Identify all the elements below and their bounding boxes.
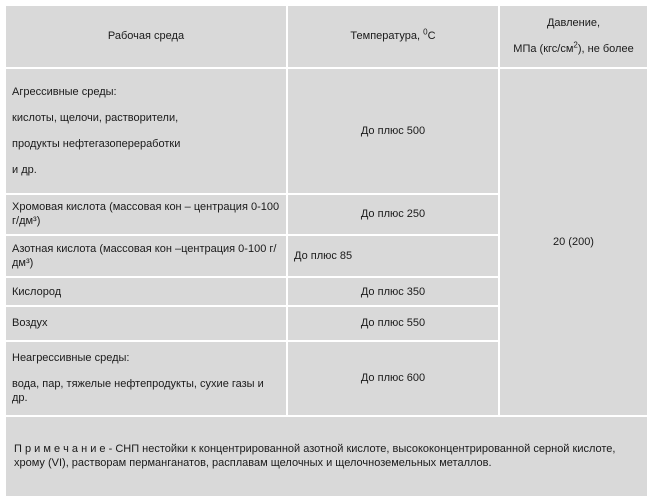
row-temperature: До плюс 600 xyxy=(360,372,426,385)
row-temperature-cell xyxy=(288,278,498,305)
row-medium-cell xyxy=(6,342,286,415)
row-medium-cell xyxy=(6,278,286,305)
row-medium-line: и др. xyxy=(12,163,37,176)
row-medium-cell xyxy=(6,69,286,193)
row-medium-line: Агрессивные среды: xyxy=(12,85,117,98)
row-temperature-cell xyxy=(288,69,498,193)
header-row xyxy=(6,6,647,67)
pressure-cell xyxy=(500,69,647,415)
header-pressure-line1: Давление, xyxy=(546,17,601,30)
row-medium-text: Воздух xyxy=(12,317,48,330)
row-medium-cell xyxy=(6,236,286,276)
note-cell xyxy=(6,417,647,496)
table-row xyxy=(6,69,647,193)
header-temperature xyxy=(288,6,498,67)
row-temperature-cell xyxy=(288,236,498,276)
row-medium-cell xyxy=(6,307,286,339)
row-medium-line: кислоты, щелочи, растворители, xyxy=(12,111,179,124)
row-temperature-cell xyxy=(288,195,498,235)
row-temperature-cell xyxy=(288,307,498,339)
note-text: П р и м е ч а н и е - СНП нестойки к концентрированной азотной кислоте, высококонцентрированной серной кислоте, хрому (VI), растворам перманганатов, расплавам щелочных и щелочноземельных металлов. xyxy=(14,443,616,470)
row-temperature: До плюс 500 xyxy=(360,124,426,137)
row-medium-line: продукты нефтегазопереработки xyxy=(12,137,181,150)
header-medium xyxy=(6,6,286,67)
row-medium-line: вода, пар, тяжелые нефтепродукты, сухие газы и др. xyxy=(12,378,264,405)
row-temperature: До плюс 550 xyxy=(360,317,426,330)
header-temperature-text: Температура, xyxy=(350,30,424,43)
row-medium-cell xyxy=(6,195,286,235)
pressure-value: 20 (200) xyxy=(553,235,594,248)
row-medium-line: Неагрессивные среды: xyxy=(12,352,130,365)
header-temperature-unit: С xyxy=(427,30,436,43)
header-pressure-line2b: ), не более xyxy=(577,43,634,56)
header-medium-text: Рабочая среда xyxy=(107,30,185,43)
row-temperature-cell xyxy=(288,342,498,415)
row-medium-text: Азотная кислота (массовая кон –центрация 0-100 г/дм³) xyxy=(12,243,277,270)
header-temperature-degree: 0 xyxy=(423,27,428,37)
header-pressure xyxy=(500,6,647,67)
row-medium-text: Кислород xyxy=(12,285,62,298)
row-temperature: До плюс 250 xyxy=(360,208,426,221)
header-pressure-sup: 2 xyxy=(573,40,578,50)
header-pressure-line2a: МПа (кгс/см xyxy=(513,43,574,56)
row-temperature: До плюс 85 xyxy=(294,250,353,263)
media-table xyxy=(4,4,649,498)
note-row xyxy=(6,417,647,496)
row-temperature: До плюс 350 xyxy=(360,285,426,298)
row-medium-text: Хромовая кислота (массовая кон – центрация 0-100 г/дм³) xyxy=(12,201,280,228)
